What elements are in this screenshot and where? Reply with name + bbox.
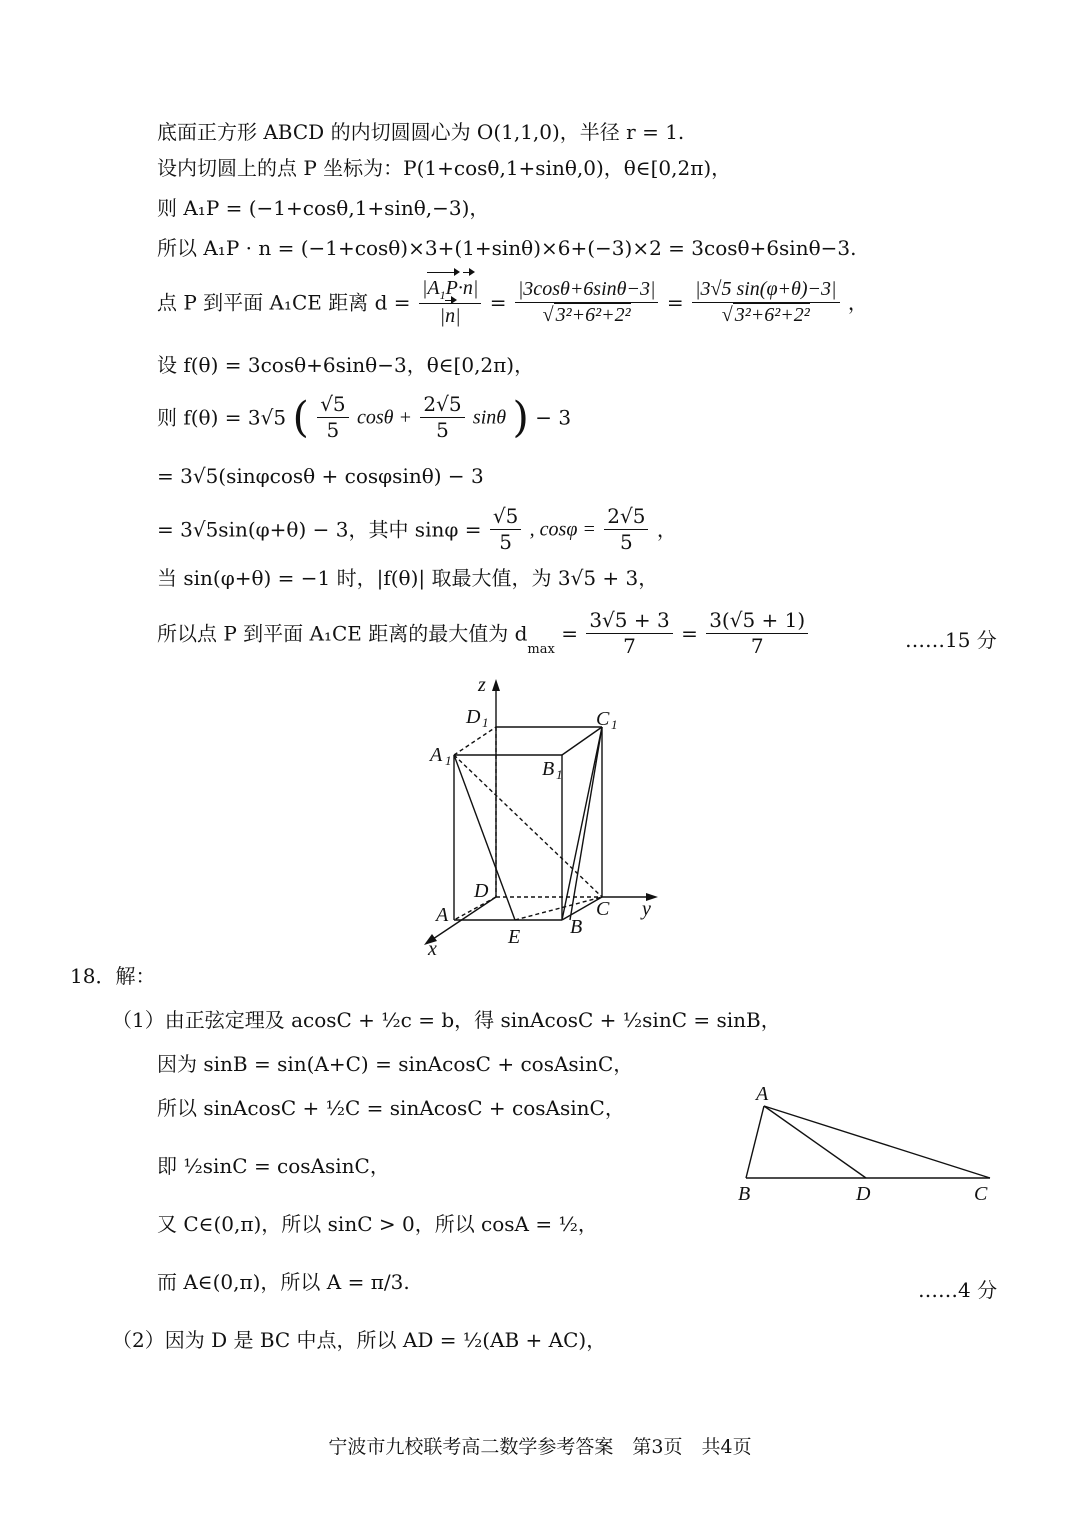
line-dot-product: 所以 A₁P · n = (−1+cosθ)×3+(1+sinθ)×6+(−3)×2 = 3cosθ+6sinθ−3.: [157, 236, 857, 260]
fraction-dmax-2: $\frac{3(√5 + 1)}{7}$: [706, 608, 808, 659]
label-d1-sub: 1: [482, 715, 489, 730]
line-distance-max: 所以点 P 到平面 A₁CE 距离的最大值为 $d_{max}$ = $\frac{3√5 + 3}{7}$ = $\frac{3(√5 + 1)}{7}$: [157, 608, 810, 659]
p1-line-1: （1）由正弦定理及 acosC + ½c = b，得 sinAcosC + ½sinC = sinB，: [112, 1008, 781, 1032]
p1-line-5: 又 C∈(0,π)，所以 sinC > 0，所以 cosA = ½，: [157, 1212, 598, 1236]
label-a1-sub: 1: [445, 753, 452, 768]
label-c: C: [596, 898, 610, 920]
label-e: E: [508, 926, 521, 948]
label-y: y: [642, 898, 651, 920]
line-sum-formula: = 3√5(sinφcosθ + cosφsinθ) − 3: [157, 464, 484, 488]
label-tri-b: B: [738, 1183, 751, 1205]
fraction-sinphi: $\frac{√5}{5}$: [490, 504, 521, 555]
line-distance-formula: 点 P 到平面 A₁CE 距离 d = $\frac{|A_1P\cdot n|}{|n|}$ = $\frac{|3\cos\theta+6\sin\theta-3|}{\text{√ 3²+6²+2²}}$ = $\frac{|3√5 \sin(\varphi+\theta)-3|}{\text{√ 3²+6²+2²}}$ ，: [157, 277, 868, 327]
label-x: x: [428, 938, 437, 955]
p1-line-4: 即 ½sinC = cosAsinC，: [157, 1154, 390, 1178]
score-15: ……15 分: [905, 628, 997, 652]
fraction-dmax-1: $\frac{3√5 + 3}{7}$: [586, 608, 672, 659]
label-b1-sub: 1: [556, 767, 563, 782]
fraction-dot-over-norm: $\frac{|A_1P\cdot n|}{|n|}$: [419, 276, 481, 329]
score-4: ……4 分: [918, 1278, 998, 1302]
page-footer: 宁波市九校联考高二数学参考答案 第3页 共4页: [328, 1436, 752, 1458]
line-point-p: 设内切圆上的点 P 坐标为：P(1+cosθ,1+sinθ,0)，θ∈[0,2π)，: [157, 156, 732, 180]
line-incircle-center: 底面正方形 ABCD 的内切圆圆心为 O(1,1,0)，半径 r = 1.: [157, 120, 685, 144]
line-max-value: 当 sin(φ+θ) = −1 时，|f(θ)| 取最大值，为 3√5 + 3，: [157, 566, 659, 590]
label-b: B: [570, 916, 583, 938]
label-a: A: [436, 904, 449, 926]
p1-line-6: 而 A∈(0,π)，所以 A = π/3.: [157, 1270, 410, 1294]
fraction-phase-form: $\frac{|3√5 \sin(\varphi+\theta)-3|}{\text{√ 3²+6²+2²}}$: [692, 277, 840, 328]
label-d: D: [474, 880, 489, 902]
line-f-expand: 则 f(θ) = 3√5 ( $\frac{√5}{5}$ cosθ + $\frac{2√5}{5}$ sinθ ) − 3: [157, 392, 572, 442]
line-define-f: 设 f(θ) = 3cosθ+6sinθ−3，θ∈[0,2π)，: [157, 353, 535, 377]
label-tri-a: A: [756, 1083, 769, 1105]
label-c1-sub: 1: [611, 717, 618, 732]
label-c1: C: [596, 708, 610, 730]
label-tri-d: D: [856, 1183, 871, 1205]
p2-line-1: （2）因为 D 是 BC 中点，所以 AD = ½(AB + AC)，: [112, 1328, 607, 1352]
line-phase: = 3√5sin(φ+θ) − 3，其中 sinφ = $\frac{√5}{5}$ , cosφ = $\frac{2√5}{5}$ ，: [157, 504, 677, 554]
question-18-heading: 18．解：: [70, 964, 156, 988]
p1-line-2: 因为 sinB = sin(A+C) = sinAcosC + cosAsinC，: [157, 1052, 634, 1076]
triangle-figure: [730, 1080, 1000, 1210]
fraction-cosphi: $\frac{2√5}{5}$: [604, 504, 648, 555]
label-tri-c: C: [974, 1183, 988, 1205]
label-a1: A: [430, 744, 443, 766]
fraction-sqrt5-over-5: $\frac{√5}{5}$: [317, 392, 348, 443]
fraction-2sqrt5-over-5: $\frac{2√5}{5}$: [420, 392, 464, 443]
cube-figure: [410, 675, 670, 955]
fraction-numeric: $\frac{|3\cos\theta+6\sin\theta-3|}{\text{√ 3²+6²+2²}}$: [515, 277, 659, 328]
label-z: z: [478, 675, 486, 696]
line-vector-a1p: 则 A₁P = (−1+cosθ,1+sinθ,−3)，: [157, 196, 490, 220]
p1-line-3: 所以 sinAcosC + ½C = sinAcosC + cosAsinC，: [157, 1096, 625, 1120]
label-d1: D: [466, 706, 481, 728]
label-b1: B: [542, 758, 555, 780]
